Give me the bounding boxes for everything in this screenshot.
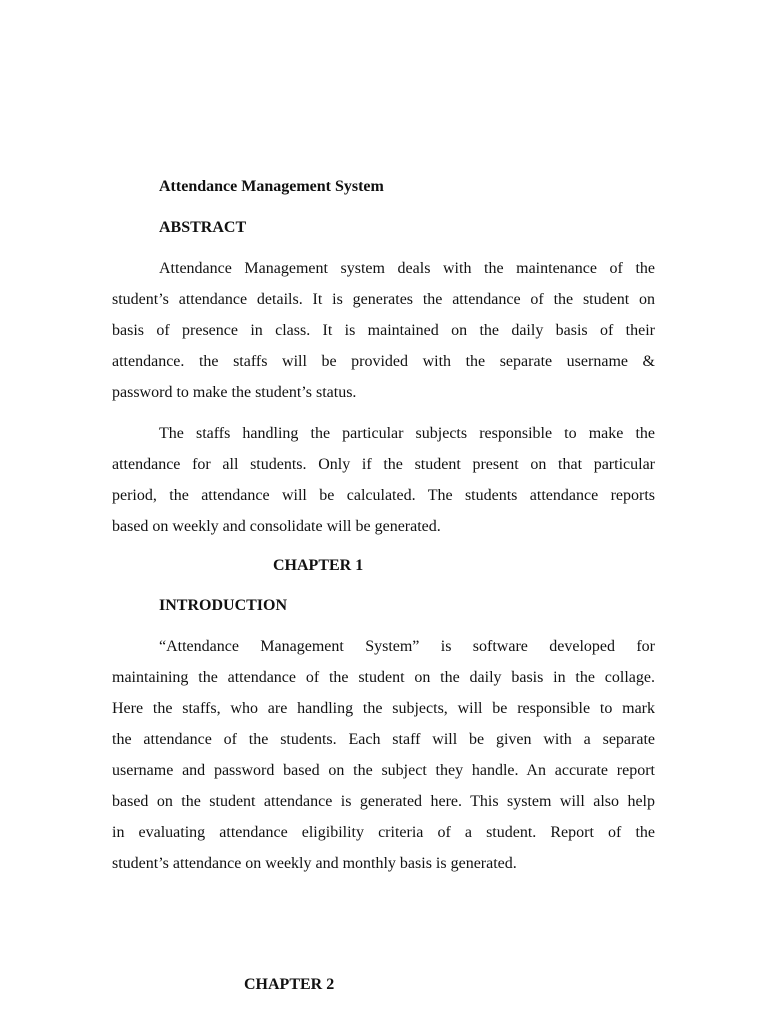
introduction-paragraph <box>112 631 655 879</box>
abstract-paragraph-2 <box>112 418 655 542</box>
abstract-heading: ABSTRACT <box>159 219 247 236</box>
paragraph-line: period, the attendance will be calculated. The students attendance reports <box>112 487 655 504</box>
paragraph-line: the attendance of the students. Each staff will be given with a separate <box>112 731 655 748</box>
chapter-2-heading: CHAPTER 2 <box>244 976 335 993</box>
paragraph-line: basis of presence in class. It is maintained on the daily basis of their <box>112 322 655 339</box>
paragraph-line: maintaining the attendance of the student on the daily basis in the collage. <box>112 669 655 686</box>
paragraph-line: Here the staffs, who are handling the subjects, will be responsible to mark <box>112 700 655 717</box>
paragraph-line: student’s attendance on weekly and monthly basis is generated. <box>112 855 517 872</box>
paragraph-line: username and password based on the subject they handle. An accurate report <box>112 762 655 779</box>
paragraph-line: Attendance Management system deals with the maintenance of the <box>159 260 655 277</box>
paragraph-line: The staffs handling the particular subjects responsible to make the <box>159 425 655 442</box>
paragraph-line: student’s attendance details. It is generates the attendance of the student on <box>112 291 655 308</box>
paragraph-line: in evaluating attendance eligibility criteria of a student. Report of the <box>112 824 655 841</box>
abstract-paragraph-1 <box>112 253 655 408</box>
paragraph-line: attendance. the staffs will be provided with the separate username & <box>112 353 655 370</box>
paragraph-line: attendance for all students. Only if the student present on that particular <box>112 456 655 473</box>
paragraph-line: “Attendance Management System” is software developed for <box>159 638 655 655</box>
paragraph-line: password to make the student’s status. <box>112 384 357 401</box>
paragraph-line: based on the student attendance is generated here. This system will also help <box>112 793 655 810</box>
paragraph-line: based on weekly and consolidate will be generated. <box>112 518 441 535</box>
chapter-1-heading: CHAPTER 1 <box>273 557 364 574</box>
introduction-heading: INTRODUCTION <box>159 597 288 614</box>
document-title: Attendance Management System <box>159 178 384 195</box>
